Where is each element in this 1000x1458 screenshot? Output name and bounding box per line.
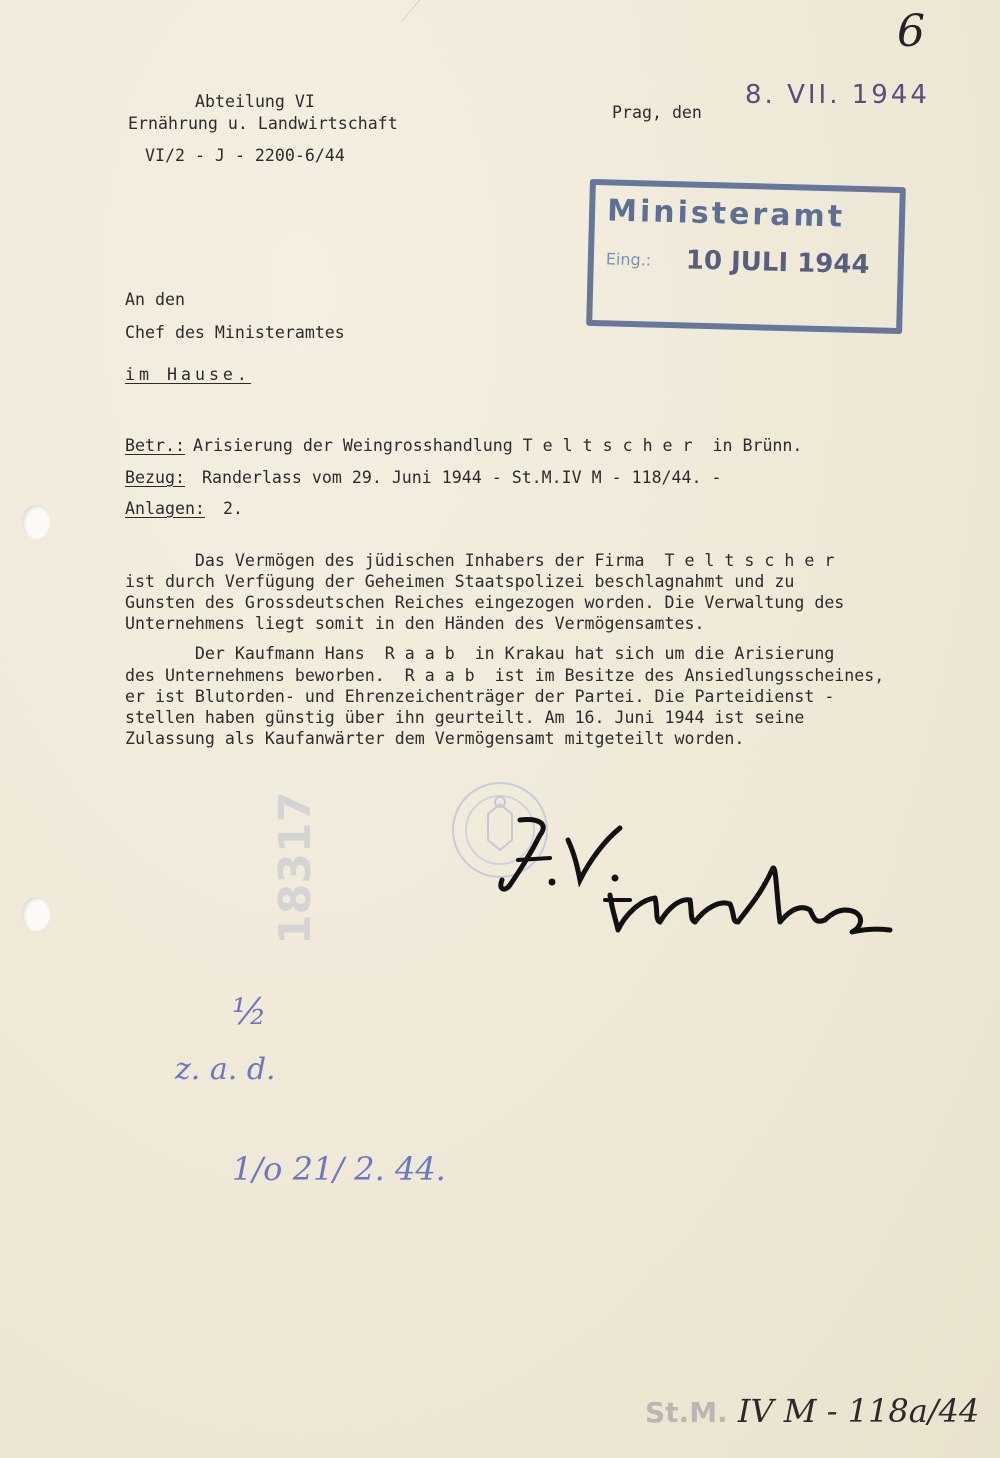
- date-stamp: 8. VII. 1944: [745, 80, 930, 110]
- archive-reference-prefix: St.M.: [645, 1396, 728, 1429]
- body-p2-line-1: Der Kaufmann Hans R a a b in Krakau hat sich um die Arisierung: [125, 644, 835, 663]
- body-p1-line-1: Das Vermögen des jüdischen Inhabers der Firma T e l t s c h e r: [125, 551, 835, 570]
- punch-hole-bottom: [22, 897, 50, 931]
- page-number: 6: [897, 6, 925, 57]
- body-p2-line-3: er ist Blutorden- und Ehrenzeichenträger der Partei. Die Parteidienst -: [125, 687, 835, 706]
- faint-registry-number: 18317: [270, 791, 321, 945]
- bezug-label: Bezug:: [125, 468, 185, 487]
- division-line: Ernährung u. Landwirtschaft: [128, 114, 398, 133]
- place-date-label: Prag, den: [612, 103, 702, 122]
- handwritten-signature: [480, 800, 980, 970]
- body-p1-line-2: ist durch Verfügung der Geheimen Staatspolizei beschlagnahmt und zu: [125, 572, 795, 591]
- body-p1-line-4: Unternehmens liegt somit in den Händen des Vermögensamtes.: [125, 614, 705, 633]
- body-p2-line-5: Zulassung als Kaufanwärter dem Vermögensamt mitgeteilt worden.: [125, 729, 745, 748]
- paper-crease: [401, 0, 480, 22]
- pencil-note-2: z. a. d.: [175, 1052, 276, 1087]
- pencil-note-1: ½: [232, 992, 267, 1033]
- anlagen-text: 2.: [223, 499, 243, 518]
- archive-reference: [645, 1392, 979, 1430]
- punch-hole-top: [22, 505, 50, 539]
- betr-text: Arisierung der Weingrosshandlung T e l t s c h e r in Brünn.: [193, 436, 803, 455]
- body-p2-line-2: des Unternehmens beworben. R a a b ist im Besitze des Ansiedlungsscheines,: [125, 666, 885, 685]
- bezug-text: Randerlass vom 29. Juni 1944 - St.M.IV M - 118/44. -: [202, 468, 722, 487]
- recipient-line-1: An den: [125, 290, 185, 309]
- ministeramt-stamp: [586, 179, 906, 334]
- pencil-note-3: 1/o 21/ 2. 44.: [232, 1150, 446, 1188]
- body-p2-line-4: stellen haben günstig über ihn geurteilt. Am 16. Juni 1944 ist seine: [125, 708, 805, 727]
- department-line: Abteilung VI: [195, 92, 315, 111]
- archive-reference-text: IV M - 118a/44: [737, 1392, 980, 1430]
- stamp-title: Ministeramt: [606, 193, 846, 235]
- recipient-line-3: im Hause.: [125, 365, 251, 384]
- reference-line: VI/2 - J - 2200-6/44: [145, 146, 345, 165]
- betr-label: Betr.:: [125, 436, 185, 455]
- body-p1-line-3: Gunsten des Grossdeutschen Reiches eingezogen worden. Die Verwaltung des: [125, 593, 845, 612]
- recipient-line-2: Chef des Ministeramtes: [125, 323, 345, 342]
- anlagen-label: Anlagen:: [125, 499, 205, 518]
- stamp-eingang-label: Eing.:: [605, 249, 652, 270]
- stamp-date: 10 JULI 1944: [685, 245, 870, 281]
